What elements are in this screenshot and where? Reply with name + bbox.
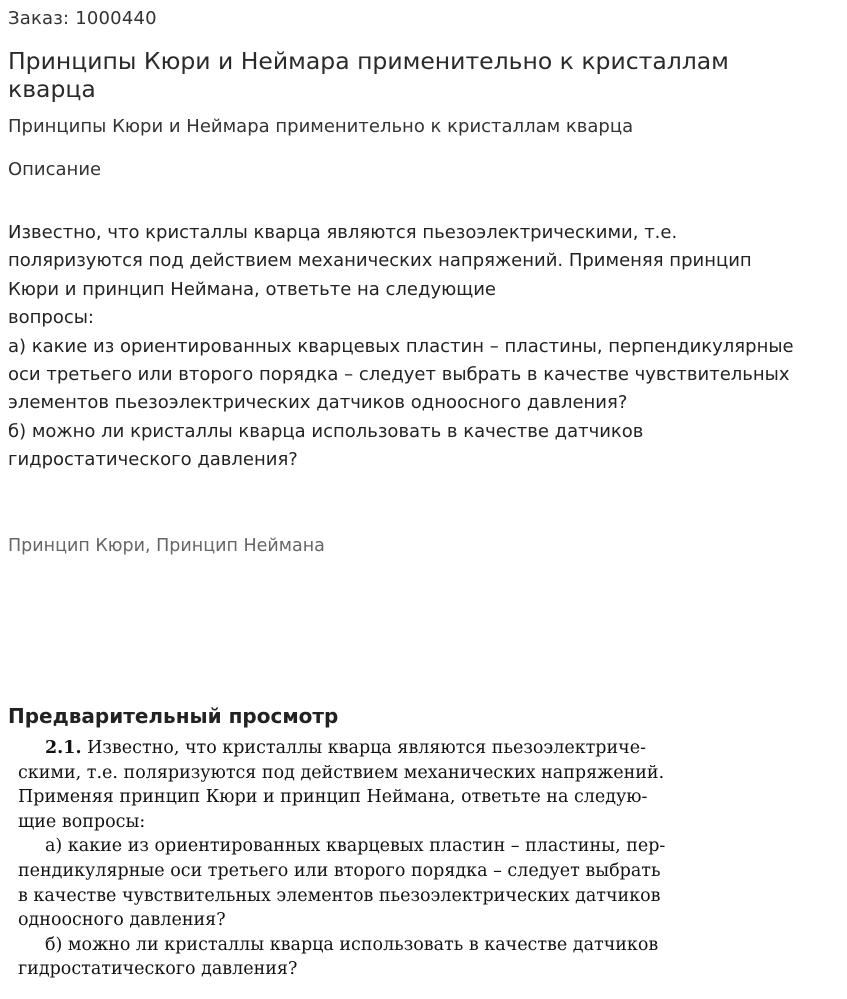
description-heading: Описание — [8, 159, 102, 180]
order-number: Заказ: 1000440 — [8, 8, 157, 29]
preview-line: а) какие из ориентированных кварцевых пластин – пластины, пер- — [45, 836, 666, 857]
problem-number: 2.1. — [45, 738, 82, 758]
description-line: б) можно ли кристаллы кварца использовать в качестве датчиков — [8, 420, 644, 442]
description-line: Известно, что кристаллы кварца являются пьезоэлектрическими, т.е. — [8, 222, 678, 243]
description-line: поляризуются под действием механических напряжений. Применяя принцип — [8, 250, 752, 272]
page-subtitle: Принципы Кюри и Неймара применительно к кристаллам кварца — [8, 116, 634, 137]
preview-line: в качестве чувствительных элементов пьезоэлектрических датчиков — [18, 885, 661, 906]
preview-line-text: Известно, что кристаллы кварца являются пьезоэлектриче- — [87, 738, 647, 758]
preview-line: щие вопросы: — [18, 811, 146, 832]
description-line: оси третьего или второго порядка – следует выбрать в качестве чувствительных — [8, 363, 790, 385]
preview-line — [18, 736, 646, 761]
description-body — [8, 219, 843, 475]
preview-line: гидростатического давления? — [18, 959, 298, 980]
description-line: элементов пьезоэлектрических датчиков одноосного давления? — [8, 392, 628, 414]
preview-line: пендикулярные оси третьего или второго порядка – следует выбрать — [18, 860, 661, 881]
preview-line: скими, т.е. поляризуются под действием механических напряжений. — [18, 762, 665, 783]
description-line: Кюри и принцип Неймана, ответьте на следующие — [8, 278, 496, 300]
page-title: Принципы Кюри и Неймара применительно к кристаллам кварца — [8, 47, 729, 103]
description-line: гидростатического давления? — [8, 449, 298, 471]
tags-list: Принцип Кюри, Принцип Неймана — [8, 536, 325, 556]
preview-line: б) можно ли кристаллы кварца использовать в качестве датчиков — [45, 934, 659, 955]
description-line: вопросы: — [8, 307, 95, 329]
preview-image — [18, 736, 666, 982]
preview-line: одноосного давления? — [18, 910, 226, 931]
preview-heading: Предварительный просмотр — [8, 704, 339, 728]
preview-line: Применяя принцип Кюри и принцип Неймана, ответьте на следую- — [18, 787, 648, 808]
description-line: а) какие из ориентированных кварцевых пластин – пластины, перпендикулярные — [8, 335, 794, 357]
